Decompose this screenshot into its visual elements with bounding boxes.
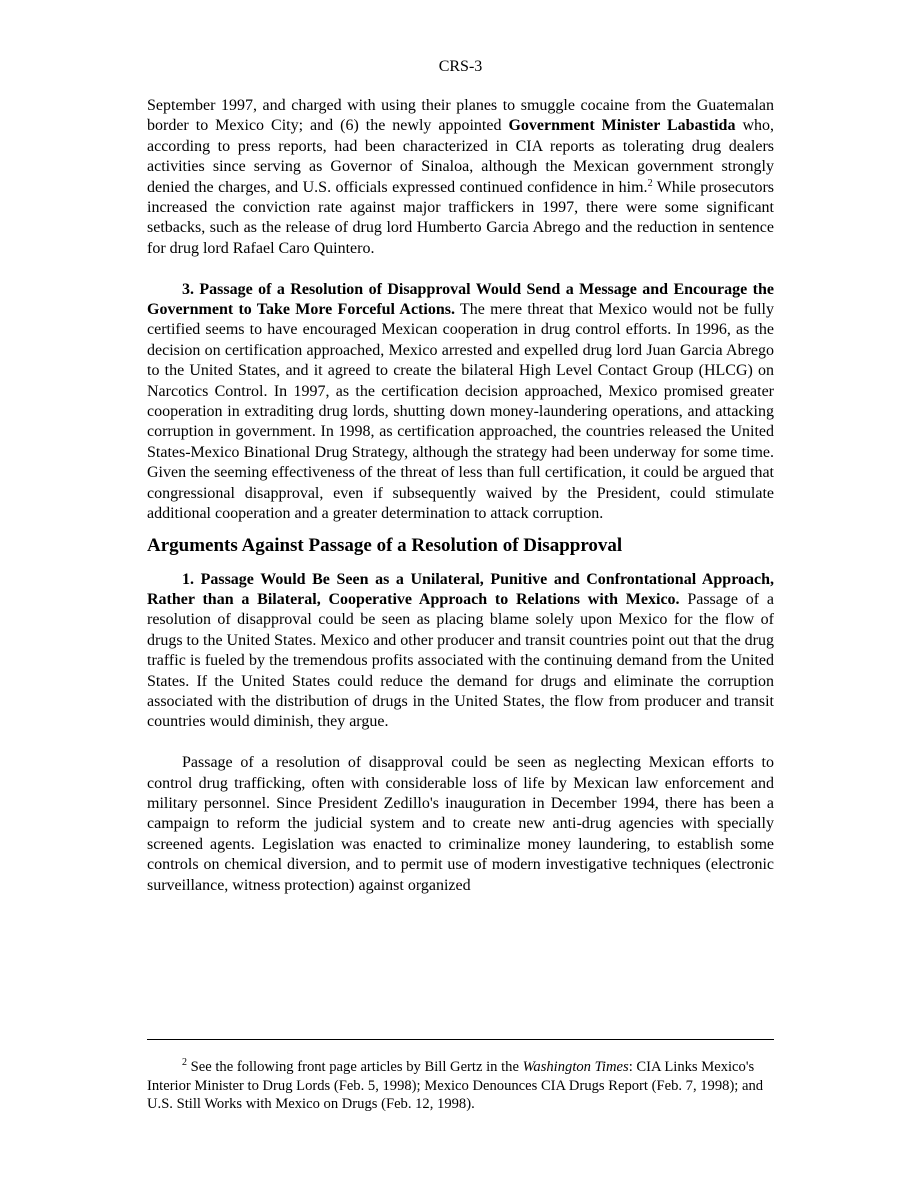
text-run: See the following front page articles by Bill Gertz in the <box>187 1059 523 1075</box>
paragraph-gap <box>147 733 774 753</box>
paragraph-continuation <box>147 96 774 259</box>
footnote-reference[interactable]: 2 <box>647 177 653 189</box>
text-run: Passage of a resolution of disapproval could be seen as placing blame solely upon Mexico for the flow of drugs to the United States. Mexico and other producer and transit countries point out that the drug traffic is fueled by the tremendous profits associated with the continuing demand from the United States. If the United States could reduce the demand for drugs and eliminate the corruption associated with the distribution of drugs in the United States, the flow from producer and transit countries would diminish, they argue. <box>147 590 774 731</box>
text-run: Passage of a resolution of disapproval could be seen as neglecting Mexican efforts to control drug trafficking, often with considerable loss of life by Mexican law enforcement and military personnel. Since President Zedillo's inauguration in December 1994, there has been a campaign to reform the judicial system and to create new anti-drug agencies with specially screened agents. Legislation was enacted to criminalize money laundering, to establish some controls on chemical diversion, and to permit use of modern investigative techniques (electronic surveillance, witness protection) against organized <box>147 754 774 894</box>
publication-title: Washington Times <box>522 1059 629 1075</box>
footnote-divider <box>147 1039 774 1040</box>
page-header: CRS-3 <box>438 58 483 75</box>
paragraph-against-1-continued <box>147 753 774 896</box>
footnotes <box>147 1058 774 1114</box>
argument-heading: 3. Passage of a Resolution of Disapproval Would Send a Message and Encourage the Government to Take More Forceful Actions. <box>147 280 774 319</box>
bold-term: Government Minister Labastida <box>508 117 736 135</box>
body-text <box>147 96 774 896</box>
text-run: September 1997, and charged with using their planes to smuggle cocaine from the Guatemalan border to Mexico City; and (6) the newly appointed <box>147 97 774 135</box>
text-run: While prosecutors increased the conviction rate against major traffickers in 1997, there were some significant setbacks, such as the release of drug lord Humberto Garcia Abrego and the reduction in sentence for drug lord Rafael Caro Quintero. <box>147 178 775 257</box>
footnote-2 <box>147 1058 774 1114</box>
paragraph-against-1 <box>147 570 774 733</box>
paragraph-argument-3 <box>147 280 774 525</box>
paragraph-gap <box>147 259 774 279</box>
text-run: The mere threat that Mexico would not be fully certified seems to have encouraged Mexican cooperation in drug control efforts. In 1996, as the decision on certification approached, Mexico arrested and expelled drug lord Juan Garcia Abrego to the United States, and it agreed to create the bilateral High Level Contact Group (HLCG) on Narcotics Control. In 1997, as the certification decision approached, Mexico promised greater cooperation in extraditing drug lords, shutting down money-laundering operations, and attacking corruption in government. In 1998, as certification approached, the countries released the United States-Mexico Binational Drug Strategy, although the strategy had been underway for some time. Given the seeming effectiveness of the threat of less than full certification, it could be argued that congressional disapproval, even if subsequently waived by the President, could stimulate additional cooperation and a greater determination to attack corruption. <box>147 301 775 523</box>
argument-heading: 1. Passage Would Be Seen as a Unilateral, Punitive and Confrontational Approach, Rather than a Bilateral, Cooperative Approach to Relations with Mexico. <box>147 570 774 608</box>
text-run: : CIA Links Mexico's Interior Minister to Drug Lords (Feb. 5, 1998); Mexico Denounces CIA Drugs Report (Feb. 7, 1998); and U.S. Still Works with Mexico on Drugs (Feb. 12, 1998). <box>147 1059 764 1113</box>
section-heading: Arguments Against Passage of a Resolution of Disapproval <box>147 534 623 556</box>
footnote-marker: 2 <box>182 1057 187 1068</box>
text-run: who, according to press reports, had been characterized in CIA reports as tolerating drug dealers activities since serving as Governor of Sinaloa, although the Mexican government strongly denied the charges, and U.S. officials expressed continued confidence in him. <box>147 117 774 196</box>
